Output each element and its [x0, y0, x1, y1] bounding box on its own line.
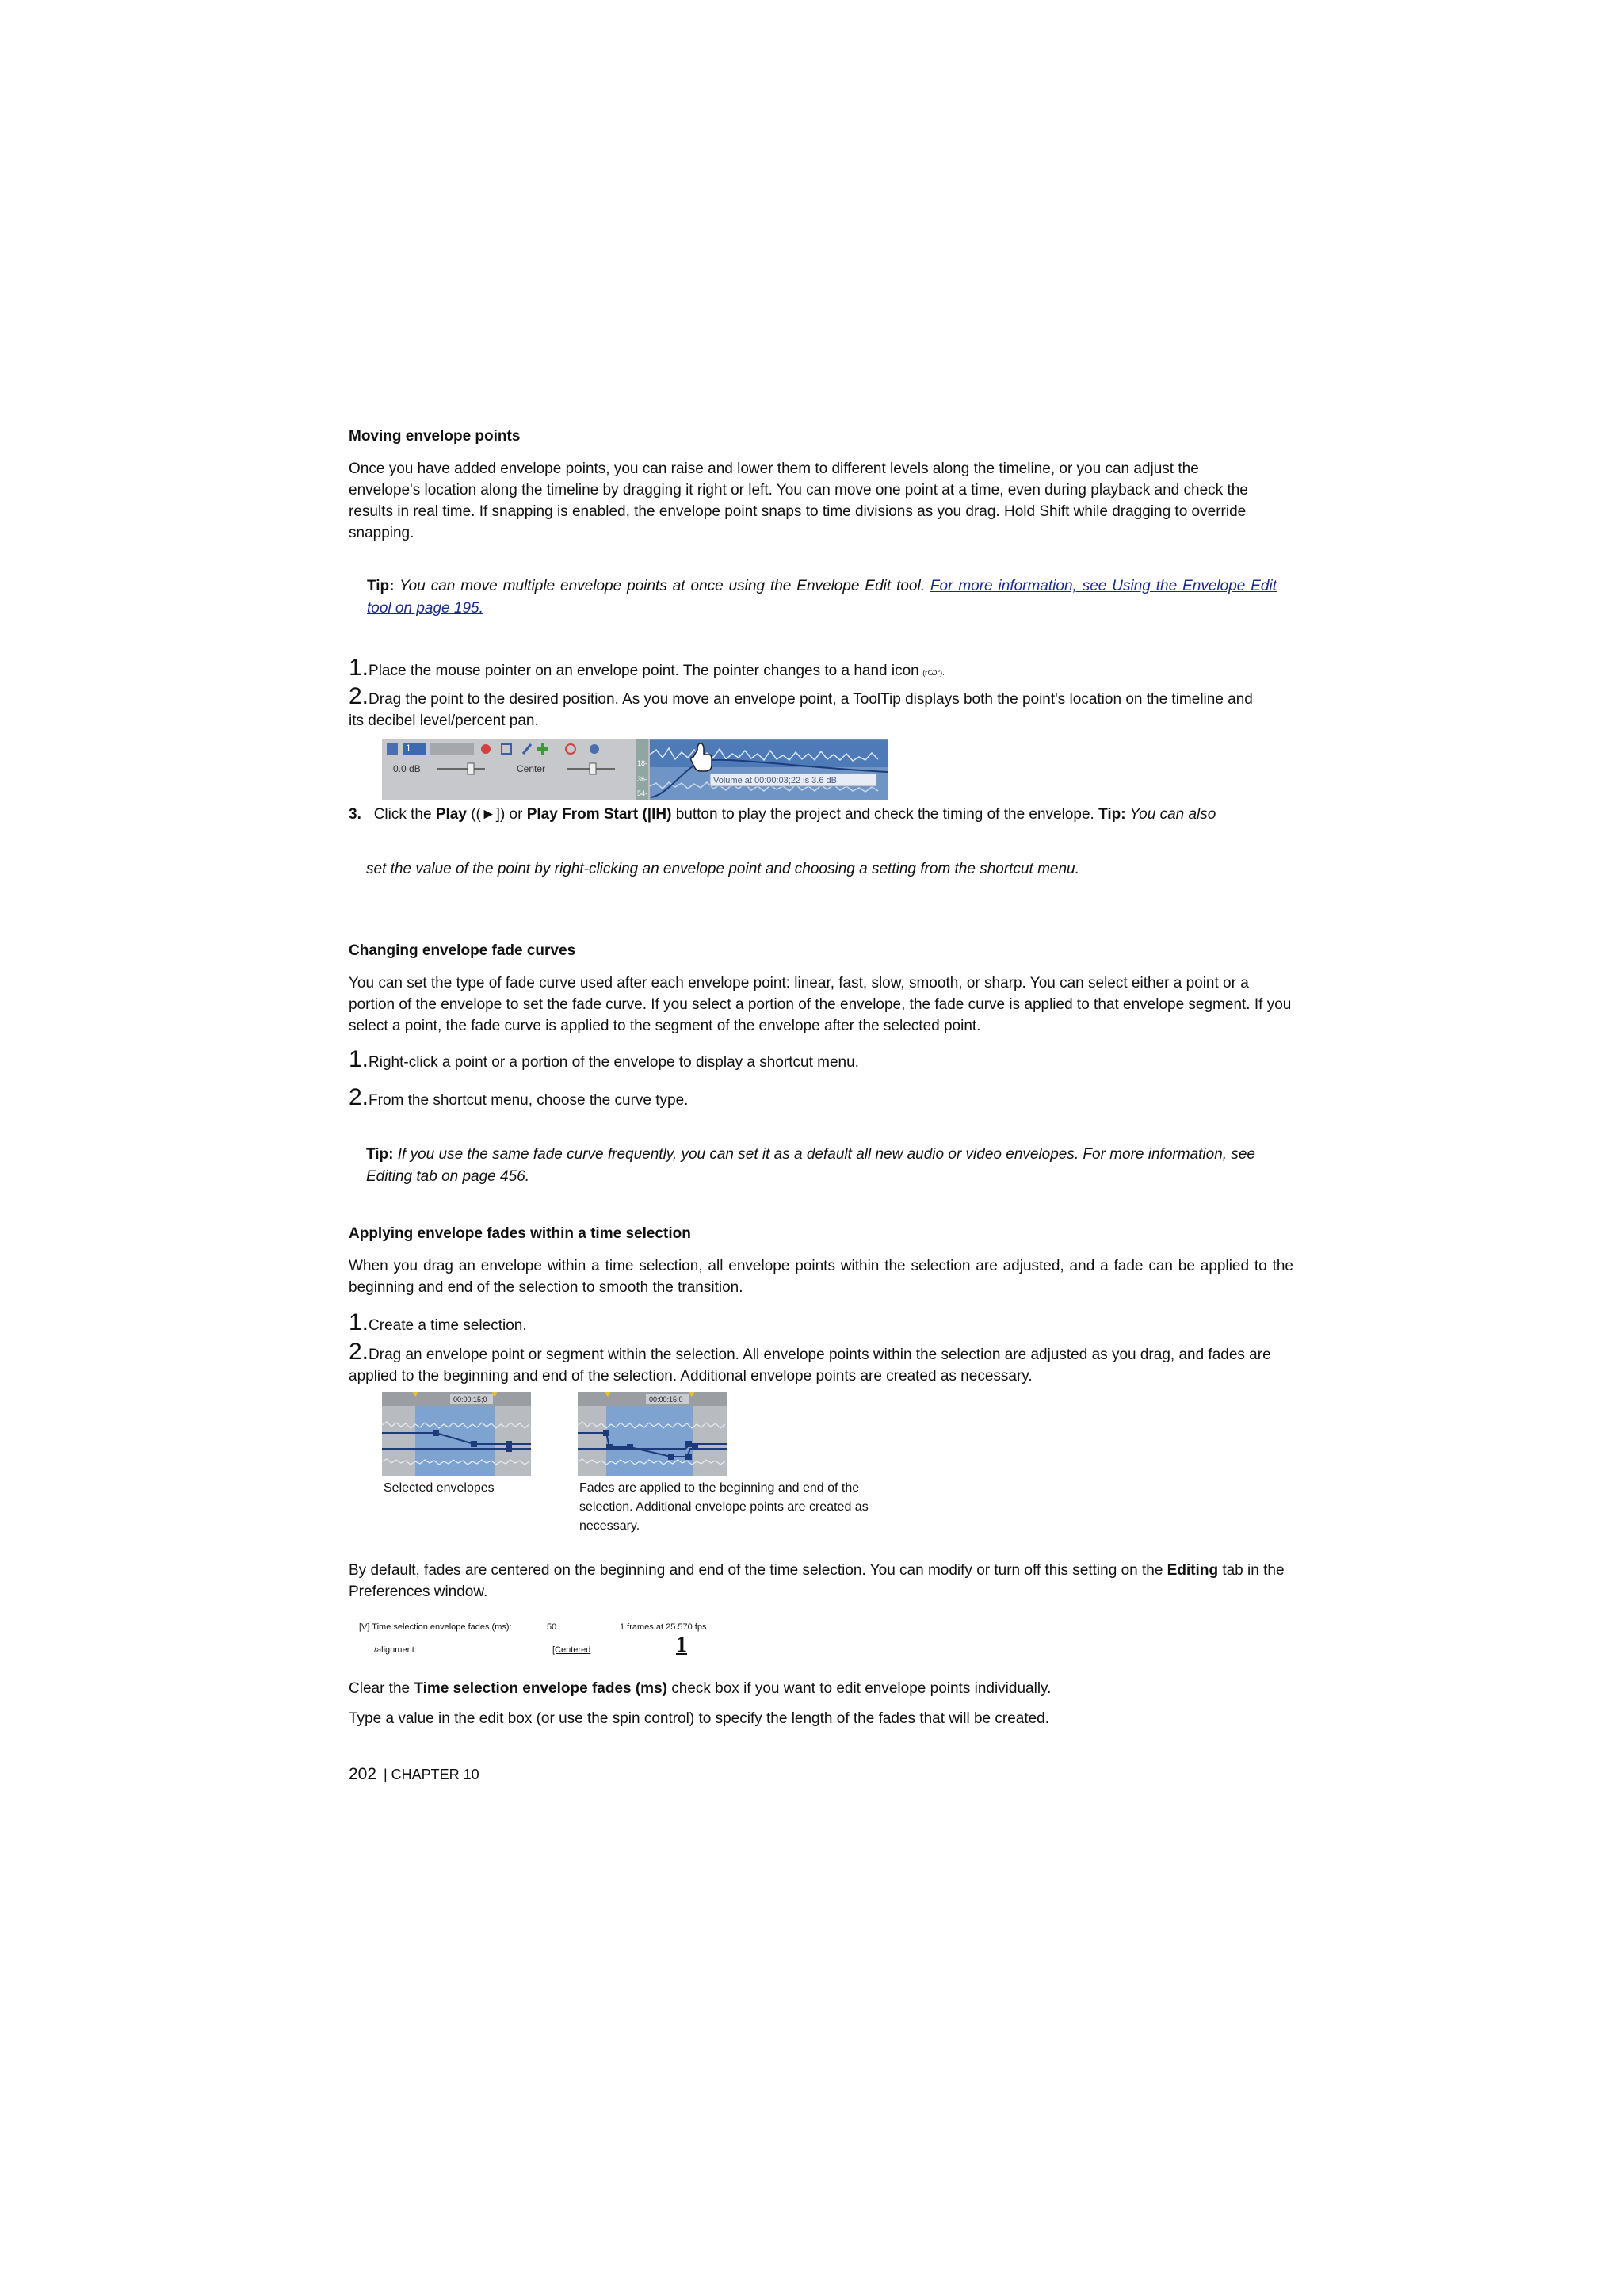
- play-button-label: Play: [435, 806, 467, 823]
- caption-selected-envelopes: Selected envelopes: [384, 1481, 495, 1495]
- step-3-tip-continued: set the value of the point by right-clicking an envelope point and choosing a setting from the shortcut menu.: [366, 861, 1079, 877]
- svg-text:18-: 18-: [637, 759, 648, 767]
- tip-label: Tip:: [366, 1146, 394, 1163]
- spin-control[interactable]: 1: [676, 1633, 687, 1657]
- paragraph-clear-checkbox: Clear the Time selection envelope fades (ms) check box if you want to edit envelope points individually.: [349, 1680, 1052, 1697]
- step-3: 3. Click the Play ((►]) or Play From Start (|IH) button to play the project and check the timing of the envelope. Tip: You can also: [349, 806, 1216, 823]
- step-number: 1.: [349, 655, 369, 681]
- step-number: 3.: [349, 806, 361, 823]
- track-screenshot: [382, 739, 888, 800]
- pan-label: Center: [517, 763, 546, 774]
- page-footer: [349, 1765, 479, 1784]
- db-label: 0.0 dB: [393, 763, 421, 774]
- alignment-dropdown[interactable]: [Centered: [552, 1645, 591, 1655]
- alignment-label: /alignment:: [374, 1645, 417, 1655]
- fades-applied-image: [578, 1392, 727, 1476]
- tip-text: You can move multiple envelope points at once using the Envelope Edit tool.: [399, 578, 925, 594]
- step-number: 2.: [349, 1084, 369, 1110]
- selected-envelopes-image: [382, 1392, 531, 1476]
- track-number: 1: [406, 743, 411, 754]
- tip-label: Tip:: [1098, 806, 1126, 823]
- paragraph-time-selection: When you drag an envelope within a time selection, all envelope points within the selection are adjusted, and a fade can be applied to the beginning and end of the selection to smooth the transition.: [349, 1258, 1293, 1296]
- tip-text: If you use the same fade curve frequently, you can set it as a default all new audio or video envelopes. For more information, see Editing tab on page 456.: [366, 1146, 1255, 1185]
- step-2: [349, 685, 1260, 732]
- step-text: Drag an envelope point or segment within the selection. All envelope points within the selection are adjusted as you drag, and fades are applied to the beginning and end of the selection. Additional envelope points are created as necessary.: [349, 1347, 1271, 1385]
- editing-tab-label: Editing: [1167, 1562, 1219, 1579]
- tip-link-envelope-edit[interactable]: For more information, see Using the Envelope Edit tool on page 195.: [367, 578, 1277, 617]
- time-selection-fades-checkbox[interactable]: [V] Time selection envelope fades (ms):: [359, 1622, 512, 1632]
- automation-icon[interactable]: [590, 744, 599, 754]
- record-arm-icon[interactable]: [481, 744, 491, 754]
- step-text: Drag the point to the desired position. As you move an envelope point, a ToolTip displays both the point's location on the timeline and its decibel level/percent pan.: [349, 691, 1253, 729]
- tip-fade-curve-default: [366, 1144, 1293, 1188]
- step-text: Place the mouse pointer on an envelope point. The pointer changes to a hand icon: [369, 663, 919, 679]
- caption-fades-applied: Fades are applied to the beginning and end of the selection. Additional envelope points are created as necessary.: [579, 1481, 869, 1533]
- svg-text:36-: 36-: [637, 775, 648, 783]
- heading-moving-envelope-points: Moving envelope points: [349, 428, 521, 445]
- tip-label: Tip:: [367, 578, 395, 594]
- paragraph-type-value: Type a value in the edit box (or use the spin control) to specify the length of the fades that will be created.: [349, 1710, 1050, 1727]
- step-number: 1.: [349, 1046, 369, 1072]
- pan-slider[interactable]: [590, 763, 596, 774]
- step-number: 2.: [349, 1339, 369, 1365]
- frames-readout: 1 frames at 25.570 fps: [620, 1622, 707, 1632]
- timecode: 00:00:15;0: [453, 1396, 487, 1404]
- step-1: [349, 656, 945, 682]
- page-number: 202: [349, 1765, 377, 1783]
- ts-step-2: [349, 1340, 1296, 1387]
- tip-envelope-edit: [367, 575, 1277, 620]
- volume-slider[interactable]: [468, 763, 474, 774]
- volume-tooltip: Volume at 00:00:03;22 is 3.6 dB: [713, 776, 837, 785]
- step-number: 2.: [349, 683, 369, 709]
- step-text: From the shortcut menu, choose the curve type.: [369, 1092, 689, 1109]
- fade-step-2: [349, 1086, 688, 1111]
- paragraph-default-fades: By default, fades are centered on the beginning and end of the time selection. You can modify or turn off this setting on the Editing tab in the Preferences window.: [349, 1562, 1285, 1600]
- step-text: Right-click a point or a portion of the envelope to display a shortcut menu.: [369, 1054, 859, 1071]
- play-from-start-label: Play From Start (|IH): [526, 806, 672, 823]
- fade-step-1: [349, 1048, 859, 1073]
- paragraph-fade-curves: You can set the type of fade curve used after each envelope point: linear, fast, slow, smooth, or sharp. You can select either a point or a portion of the envelope to set the fade curve. If you select a portion of the envelope, the fade curve is applied to that envelope segment. If you select a point, the fade curve is applied to the segment of the envelope after the selected point.: [349, 975, 1292, 1034]
- heading-time-selection: Applying envelope fades within a time selection: [349, 1225, 691, 1242]
- ts-step-1: [349, 1311, 527, 1336]
- paragraph-moving: Once you have added envelope points, you can raise and lower them to different levels along the timeline, or you can adjust the envelope's location along the timeline by dragging it right or left. You can move one point at a time, even during playback and check the results in real time. If snapping is enabled, the envelope point snaps to time divisions as you drag. Hold Shift while dragging to override snapping.: [349, 460, 1248, 541]
- hand-icon: (гѠ°).: [922, 669, 945, 677]
- step-text: Create a time selection.: [369, 1317, 527, 1334]
- checkbox-name: Time selection envelope fades (ms): [414, 1680, 667, 1697]
- timecode: 00:00:15;0: [649, 1396, 683, 1404]
- chapter-label: | CHAPTER 10: [383, 1767, 479, 1782]
- heading-fade-curves: Changing envelope fade curves: [349, 942, 576, 959]
- fade-length-input[interactable]: 50: [547, 1622, 557, 1632]
- step-number: 1.: [349, 1309, 369, 1335]
- svg-text:54-: 54-: [637, 789, 648, 797]
